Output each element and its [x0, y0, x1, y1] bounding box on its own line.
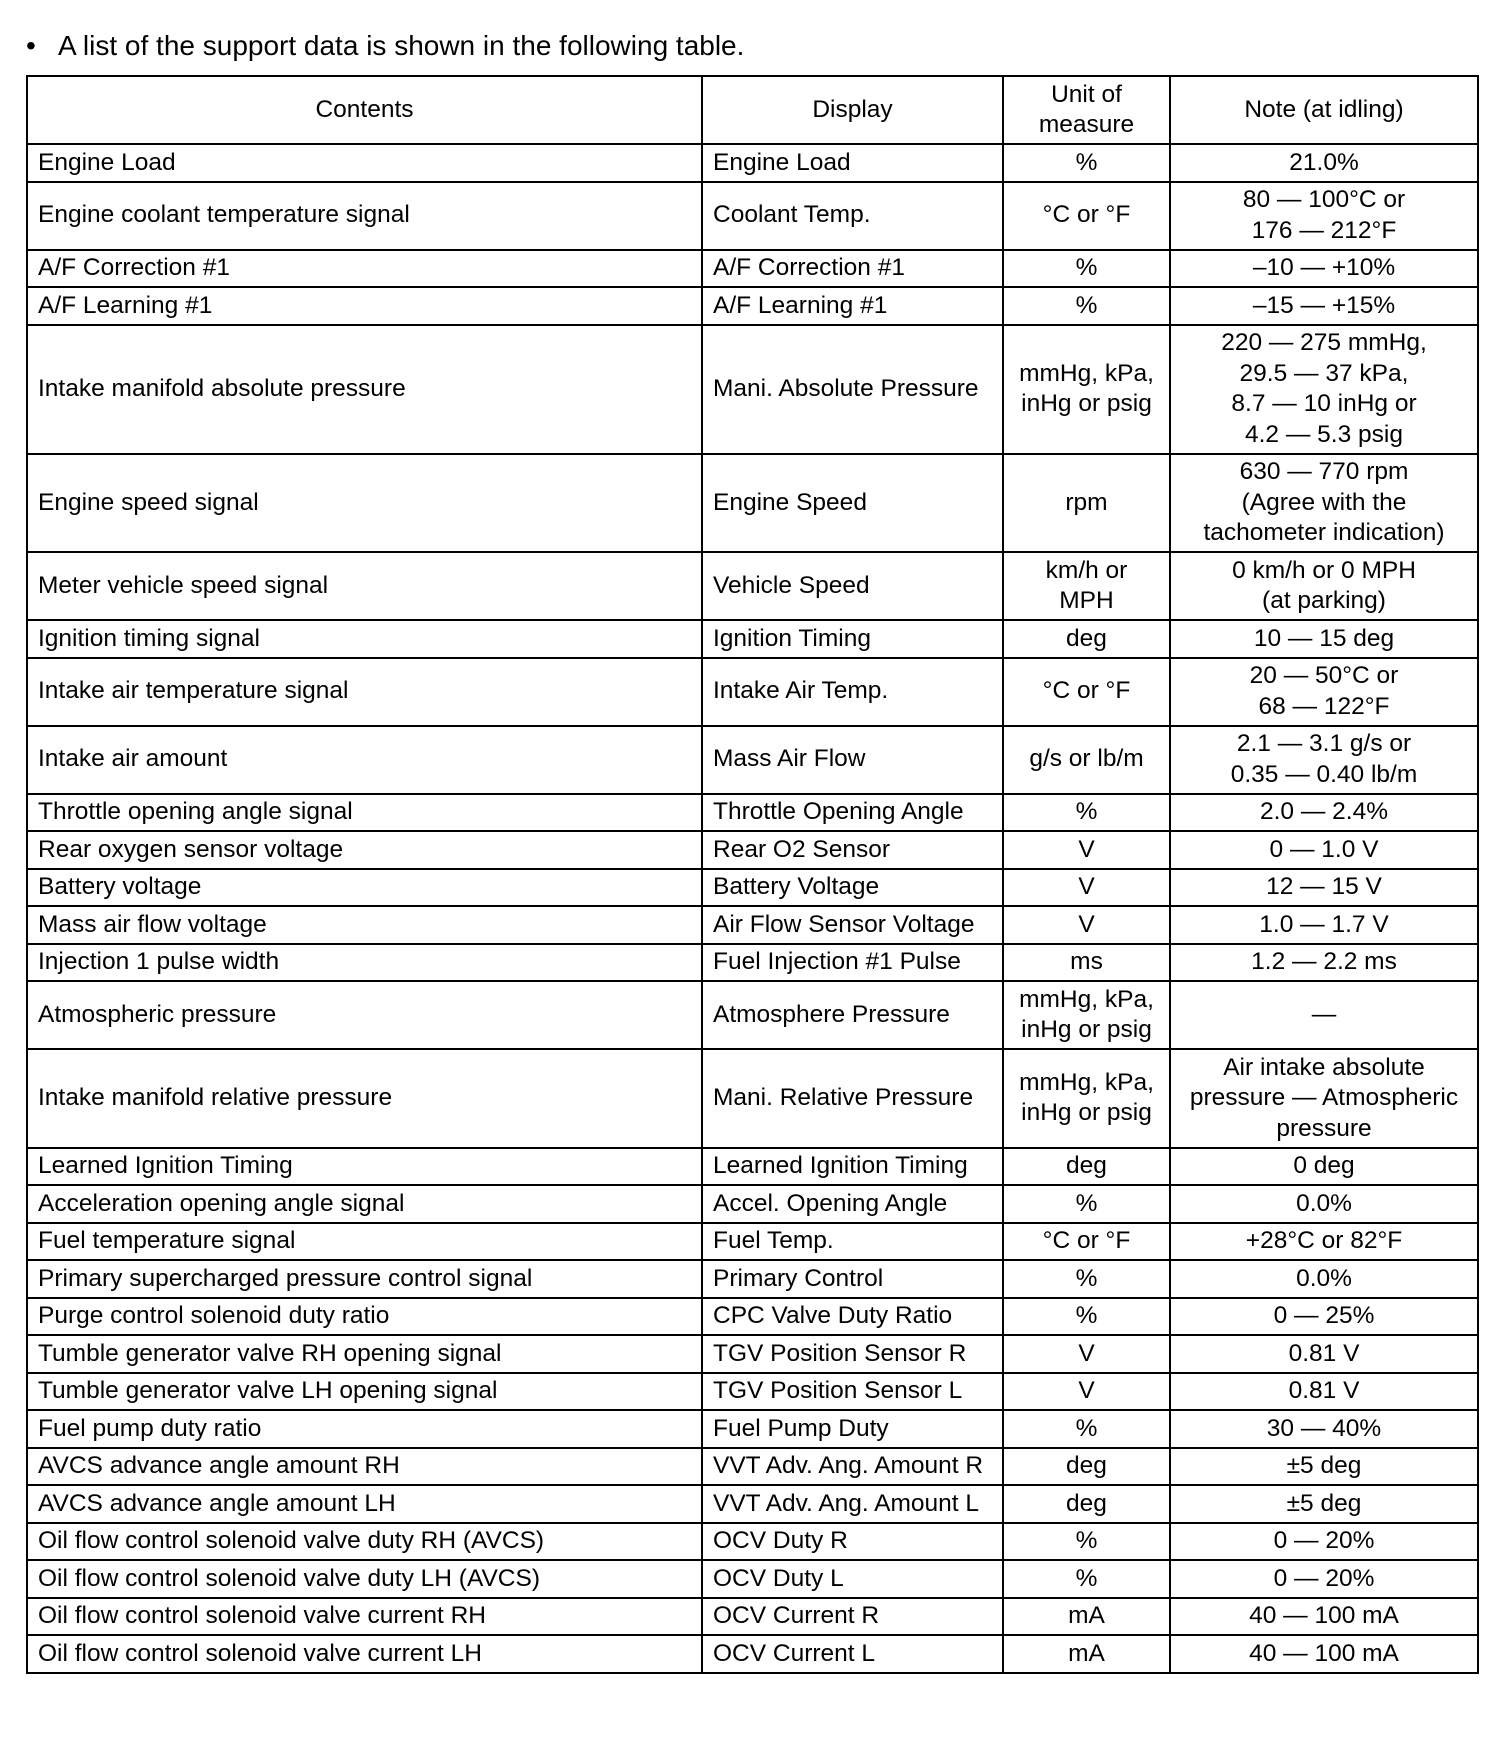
cell-contents: AVCS advance angle amount LH [27, 1485, 702, 1523]
cell-note: 10 — 15 deg [1170, 620, 1478, 658]
header-note: Note (at idling) [1170, 76, 1478, 144]
support-data-table [26, 75, 1479, 1674]
cell-unit: mmHg, kPa, inHg or psig [1003, 981, 1170, 1049]
cell-contents: Rear oxygen sensor voltage [27, 831, 702, 869]
cell-contents: Oil flow control solenoid valve current RH [27, 1598, 702, 1636]
cell-display: CPC Valve Duty Ratio [702, 1298, 1003, 1336]
cell-note: 0 — 20% [1170, 1560, 1478, 1598]
cell-display: OCV Duty R [702, 1523, 1003, 1561]
table-row [27, 1373, 1478, 1411]
table-row [27, 287, 1478, 325]
cell-contents: Learned Ignition Timing [27, 1148, 702, 1186]
cell-display: A/F Correction #1 [702, 250, 1003, 288]
cell-contents: Fuel temperature signal [27, 1223, 702, 1261]
cell-unit: mmHg, kPa, inHg or psig [1003, 325, 1170, 454]
cell-display: Ignition Timing [702, 620, 1003, 658]
cell-note: 0.0% [1170, 1260, 1478, 1298]
intro-text: A list of the support data is shown in the following table. [58, 30, 745, 61]
cell-display: VVT Adv. Ang. Amount R [702, 1448, 1003, 1486]
cell-display: OCV Current R [702, 1598, 1003, 1636]
table-row [27, 1223, 1478, 1261]
cell-contents: Ignition timing signal [27, 620, 702, 658]
cell-unit: % [1003, 287, 1170, 325]
cell-contents: Oil flow control solenoid valve current LH [27, 1635, 702, 1673]
cell-display: Intake Air Temp. [702, 658, 1003, 726]
table-row [27, 658, 1478, 726]
cell-note: 12 — 15 V [1170, 869, 1478, 907]
cell-note: ±5 deg [1170, 1485, 1478, 1523]
cell-contents: Engine coolant temperature signal [27, 182, 702, 250]
cell-note: 0 km/h or 0 MPH (at parking) [1170, 552, 1478, 620]
cell-contents: Intake air temperature signal [27, 658, 702, 726]
table-row [27, 1598, 1478, 1636]
cell-contents: AVCS advance angle amount RH [27, 1448, 702, 1486]
cell-note: — [1170, 981, 1478, 1049]
cell-display: TGV Position Sensor R [702, 1335, 1003, 1373]
cell-contents: Fuel pump duty ratio [27, 1410, 702, 1448]
cell-display: Fuel Temp. [702, 1223, 1003, 1261]
cell-contents: Oil flow control solenoid valve duty RH (AVCS) [27, 1523, 702, 1561]
cell-contents: Primary supercharged pressure control signal [27, 1260, 702, 1298]
cell-display: VVT Adv. Ang. Amount L [702, 1485, 1003, 1523]
cell-display: Mani. Relative Pressure [702, 1049, 1003, 1148]
table-row [27, 1560, 1478, 1598]
table-row [27, 1260, 1478, 1298]
cell-unit: % [1003, 144, 1170, 182]
table-row [27, 552, 1478, 620]
cell-note: 630 — 770 rpm (Agree with the tachometer indication) [1170, 454, 1478, 553]
cell-note: 0 — 20% [1170, 1523, 1478, 1561]
cell-contents: Intake air amount [27, 726, 702, 794]
cell-unit: mA [1003, 1635, 1170, 1673]
cell-unit: km/h or MPH [1003, 552, 1170, 620]
cell-note: 1.2 — 2.2 ms [1170, 944, 1478, 982]
table-row [27, 1448, 1478, 1486]
table-row [27, 325, 1478, 454]
table-row [27, 1523, 1478, 1561]
cell-display: Rear O2 Sensor [702, 831, 1003, 869]
cell-unit: °C or °F [1003, 1223, 1170, 1261]
cell-unit: V [1003, 1335, 1170, 1373]
table-row [27, 1148, 1478, 1186]
cell-note: –15 — +15% [1170, 287, 1478, 325]
cell-note: 220 — 275 mmHg, 29.5 — 37 kPa, 8.7 — 10 inHg or 4.2 — 5.3 psig [1170, 325, 1478, 454]
cell-contents: A/F Correction #1 [27, 250, 702, 288]
table-row [27, 1410, 1478, 1448]
table-row [27, 250, 1478, 288]
cell-unit: % [1003, 1185, 1170, 1223]
cell-unit: V [1003, 869, 1170, 907]
cell-contents: Tumble generator valve RH opening signal [27, 1335, 702, 1373]
cell-contents: Meter vehicle speed signal [27, 552, 702, 620]
cell-contents: Injection 1 pulse width [27, 944, 702, 982]
cell-display: Battery Voltage [702, 869, 1003, 907]
cell-unit: °C or °F [1003, 658, 1170, 726]
table-row [27, 1185, 1478, 1223]
cell-display: Learned Ignition Timing [702, 1148, 1003, 1186]
cell-note: 2.0 — 2.4% [1170, 794, 1478, 832]
table-row [27, 869, 1478, 907]
table-row [27, 1335, 1478, 1373]
bullet-marker: • [26, 30, 36, 61]
cell-unit: mA [1003, 1598, 1170, 1636]
cell-unit: % [1003, 1260, 1170, 1298]
cell-unit: % [1003, 1410, 1170, 1448]
table-row [27, 726, 1478, 794]
cell-note: 0.0% [1170, 1185, 1478, 1223]
cell-note: 0.81 V [1170, 1335, 1478, 1373]
header-contents: Contents [27, 76, 702, 144]
cell-display: A/F Learning #1 [702, 287, 1003, 325]
cell-note: 20 — 50°C or 68 — 122°F [1170, 658, 1478, 726]
table-row [27, 1298, 1478, 1336]
cell-note: 0 deg [1170, 1148, 1478, 1186]
table-row [27, 1635, 1478, 1673]
cell-contents: Intake manifold relative pressure [27, 1049, 702, 1148]
cell-note: –10 — +10% [1170, 250, 1478, 288]
cell-contents: Engine Load [27, 144, 702, 182]
table-row [27, 906, 1478, 944]
table-row [27, 182, 1478, 250]
cell-display: Atmosphere Pressure [702, 981, 1003, 1049]
cell-note: 2.1 — 3.1 g/s or 0.35 — 0.40 lb/m [1170, 726, 1478, 794]
cell-contents: Intake manifold absolute pressure [27, 325, 702, 454]
cell-unit: °C or °F [1003, 182, 1170, 250]
cell-display: Engine Load [702, 144, 1003, 182]
cell-contents: A/F Learning #1 [27, 287, 702, 325]
table-header-row [27, 76, 1478, 144]
cell-note: 40 — 100 mA [1170, 1635, 1478, 1673]
cell-unit: V [1003, 831, 1170, 869]
cell-note: 0 — 25% [1170, 1298, 1478, 1336]
table-row [27, 944, 1478, 982]
cell-note: 21.0% [1170, 144, 1478, 182]
cell-note: 0 — 1.0 V [1170, 831, 1478, 869]
cell-contents: Purge control solenoid duty ratio [27, 1298, 702, 1336]
table-row [27, 1049, 1478, 1148]
cell-unit: % [1003, 1298, 1170, 1336]
cell-unit: deg [1003, 1448, 1170, 1486]
cell-note: 0.81 V [1170, 1373, 1478, 1411]
cell-display: Vehicle Speed [702, 552, 1003, 620]
cell-unit: ms [1003, 944, 1170, 982]
cell-unit: rpm [1003, 454, 1170, 553]
cell-unit: deg [1003, 620, 1170, 658]
cell-contents: Atmospheric pressure [27, 981, 702, 1049]
cell-display: OCV Duty L [702, 1560, 1003, 1598]
cell-unit: % [1003, 794, 1170, 832]
cell-contents: Throttle opening angle signal [27, 794, 702, 832]
cell-unit: g/s or lb/m [1003, 726, 1170, 794]
cell-display: Engine Speed [702, 454, 1003, 553]
cell-contents: Mass air flow voltage [27, 906, 702, 944]
cell-contents: Acceleration opening angle signal [27, 1185, 702, 1223]
intro-line [26, 26, 744, 66]
table-row [27, 620, 1478, 658]
cell-unit: deg [1003, 1148, 1170, 1186]
header-unit: Unit of measure [1003, 76, 1170, 144]
cell-display: Fuel Injection #1 Pulse [702, 944, 1003, 982]
cell-contents: Battery voltage [27, 869, 702, 907]
cell-display: Coolant Temp. [702, 182, 1003, 250]
cell-display: OCV Current L [702, 1635, 1003, 1673]
table-row [27, 454, 1478, 553]
table-row [27, 1485, 1478, 1523]
cell-display: Fuel Pump Duty [702, 1410, 1003, 1448]
cell-display: Accel. Opening Angle [702, 1185, 1003, 1223]
cell-display: Mani. Absolute Pressure [702, 325, 1003, 454]
table-row [27, 981, 1478, 1049]
cell-unit: V [1003, 906, 1170, 944]
cell-note: 1.0 — 1.7 V [1170, 906, 1478, 944]
cell-display: Air Flow Sensor Voltage [702, 906, 1003, 944]
cell-unit: mmHg, kPa, inHg or psig [1003, 1049, 1170, 1148]
cell-display: TGV Position Sensor L [702, 1373, 1003, 1411]
cell-unit: % [1003, 1560, 1170, 1598]
cell-display: Throttle Opening Angle [702, 794, 1003, 832]
cell-unit: % [1003, 250, 1170, 288]
cell-contents: Tumble generator valve LH opening signal [27, 1373, 702, 1411]
cell-note: 40 — 100 mA [1170, 1598, 1478, 1636]
table-body [27, 144, 1478, 1673]
cell-note: 30 — 40% [1170, 1410, 1478, 1448]
cell-unit: deg [1003, 1485, 1170, 1523]
cell-note: 80 — 100°C or 176 — 212°F [1170, 182, 1478, 250]
cell-note: Air intake absolute pressure — Atmospheric pressure [1170, 1049, 1478, 1148]
cell-contents: Oil flow control solenoid valve duty LH (AVCS) [27, 1560, 702, 1598]
cell-display: Primary Control [702, 1260, 1003, 1298]
cell-unit: V [1003, 1373, 1170, 1411]
table-row [27, 144, 1478, 182]
cell-display: Mass Air Flow [702, 726, 1003, 794]
cell-note: +28°C or 82°F [1170, 1223, 1478, 1261]
cell-contents: Engine speed signal [27, 454, 702, 553]
header-display: Display [702, 76, 1003, 144]
table-row [27, 794, 1478, 832]
table-row [27, 831, 1478, 869]
cell-unit: % [1003, 1523, 1170, 1561]
cell-note: ±5 deg [1170, 1448, 1478, 1486]
